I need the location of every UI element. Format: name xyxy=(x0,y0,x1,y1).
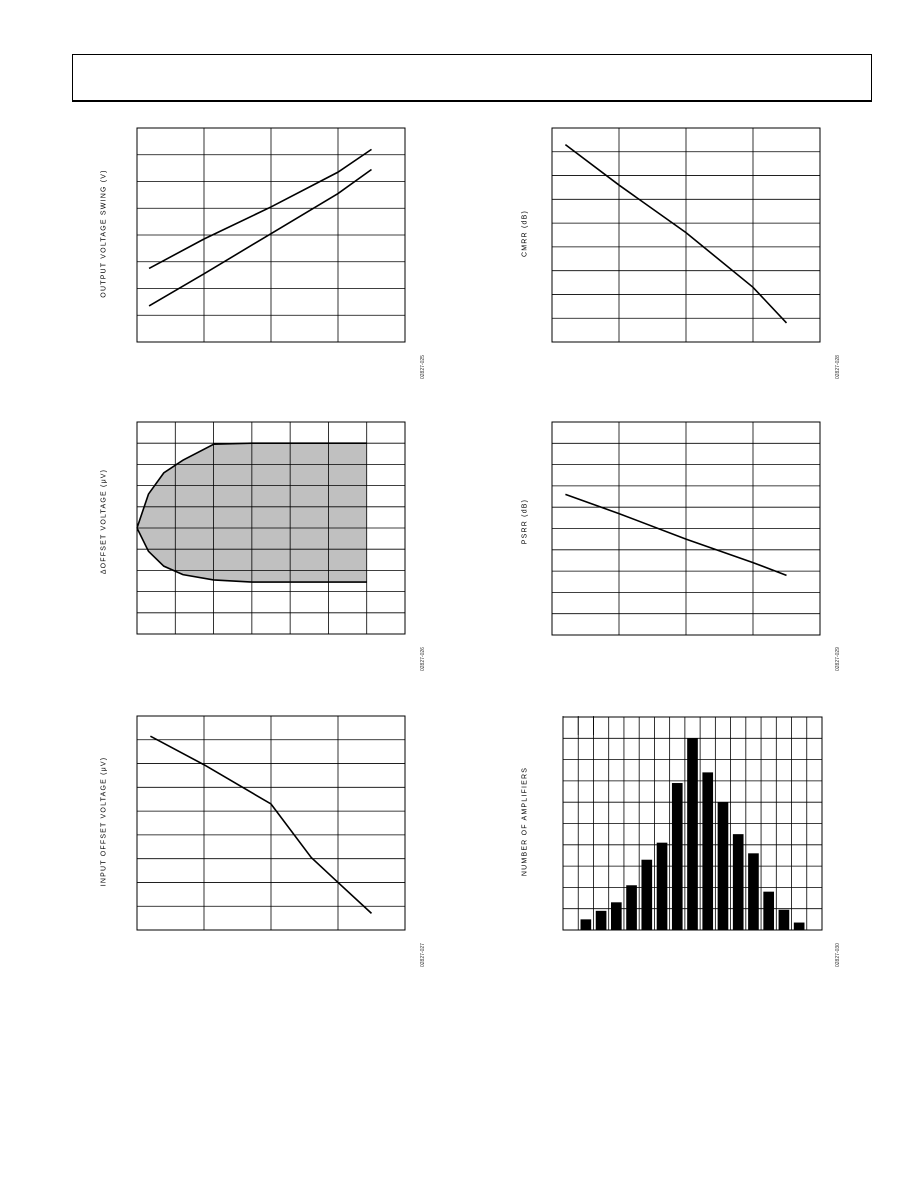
y-axis-label: NUMBER OF AMPLIFIERS xyxy=(521,766,529,877)
chart-output-voltage-swing xyxy=(80,120,440,380)
y-axis-label: INPUT OFFSET VOLTAGE (μV) xyxy=(100,756,108,887)
histogram-bar xyxy=(779,910,790,930)
figure-id: 02827-028 xyxy=(835,355,841,379)
figure-id: 02827-025 xyxy=(420,355,426,379)
histogram-bar xyxy=(733,834,744,930)
plot-area xyxy=(495,414,855,674)
figure-id: 02827-030 xyxy=(835,943,841,967)
histogram-bar xyxy=(794,923,805,930)
page-header-box xyxy=(72,54,872,102)
chart-psrr xyxy=(495,414,855,674)
figure-id: 02827-027 xyxy=(420,943,426,967)
histogram-bar xyxy=(763,892,774,930)
y-axis-label: CMRR (dB) xyxy=(521,210,529,257)
chart-number-of-amplifiers xyxy=(495,708,855,968)
plot-area xyxy=(80,708,440,968)
histogram-bar xyxy=(641,860,652,930)
chart-delta-offset-voltage xyxy=(80,414,440,674)
histogram-bar xyxy=(611,902,622,930)
histogram-bar xyxy=(748,853,759,930)
histogram-bar xyxy=(718,802,729,930)
y-axis-label: PSRR (dB) xyxy=(521,498,529,545)
figure-id: 02827-029 xyxy=(835,647,841,671)
histogram-bar xyxy=(672,783,683,930)
plot-area xyxy=(495,708,855,968)
histogram-bar xyxy=(657,843,668,930)
figure-id: 02827-026 xyxy=(420,647,426,671)
histogram-bar xyxy=(702,772,713,930)
histogram-bar xyxy=(581,919,592,930)
chart-input-offset-voltage xyxy=(80,708,440,968)
histogram-bar xyxy=(596,911,607,930)
chart-cmrr xyxy=(495,120,855,380)
plot-area xyxy=(80,414,440,674)
histogram-bar xyxy=(687,738,698,930)
y-axis-label: ΔOFFSET VOLTAGE (μV) xyxy=(100,468,108,575)
plot-area xyxy=(80,120,440,380)
plot-area xyxy=(495,120,855,380)
histogram-bar xyxy=(626,885,637,930)
y-axis-label: OUTPUT VOLTAGE SWING (V) xyxy=(100,169,108,298)
